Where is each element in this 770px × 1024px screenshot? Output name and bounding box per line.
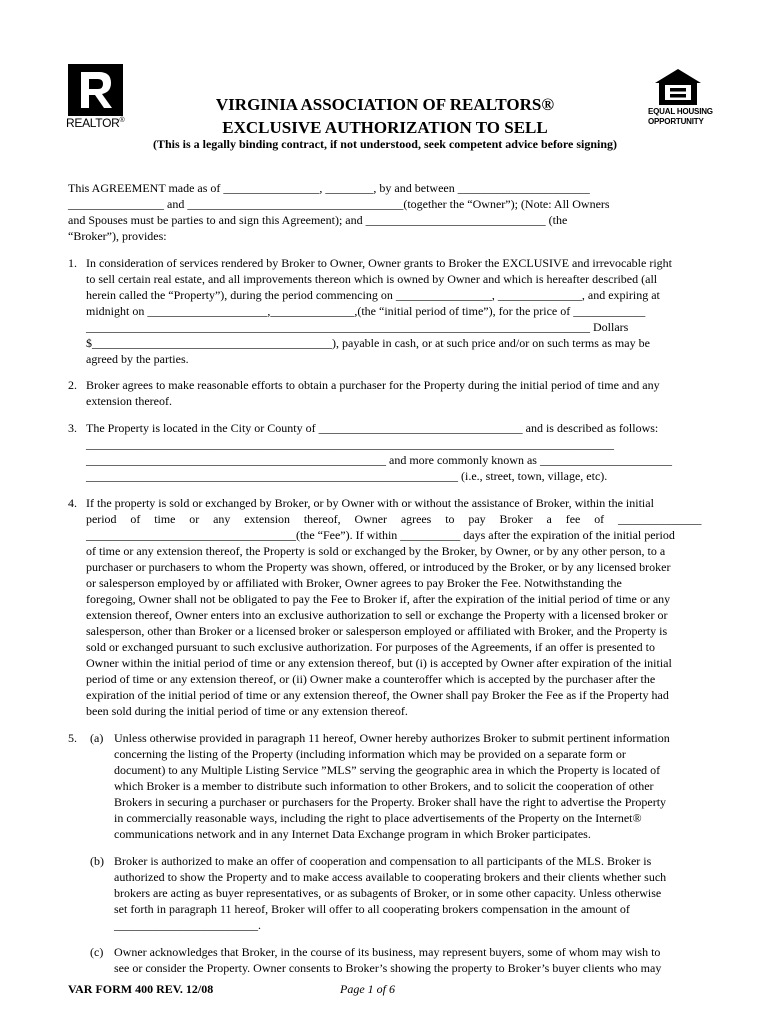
- paragraph-4-line: extension thereof, Owner enters into an exclusive authorization to sell or exchange the Property with a licensed broker or: [86, 608, 668, 622]
- intro-line-1: This AGREEMENT made as of ________________, ________, by and between ______________________: [68, 181, 590, 195]
- paragraph-4-line: of time or any extension thereof, the Property is sold or exchanged by the Broker, by Owner, or by any other person, to a: [86, 544, 666, 558]
- paragraph-5a-line: which Broker is a member to distribute such information to other Brokers, and to solicit the cooperation of other: [114, 779, 654, 793]
- paragraph-5b-label: (b): [90, 854, 104, 868]
- paragraph-5b-line: brokers are acting as buyer representatives, or as subagents of Broker, or in some other capacity. Unless otherwise: [114, 886, 662, 900]
- paragraph-1-line: agreed by the parties.: [86, 352, 189, 366]
- paragraph-3-line: ________________________________________________________________________________________: [86, 437, 614, 451]
- paragraph-5c-line: Owner acknowledges that Broker, in the course of its business, may represent buyers, some of whom may wish to: [114, 945, 661, 959]
- paragraph-4-line: sold or exchanged pursuant to such exclusive authorization. For purposes of the Agreements, if an offer is presented to: [86, 640, 655, 654]
- page-number: Page 1 of 6: [340, 982, 395, 996]
- equal-housing-label-1: EQUAL HOUSING: [648, 107, 713, 116]
- paragraph-5-number: 5.: [68, 731, 77, 745]
- form-number: VAR FORM 400 REV. 12/08: [68, 982, 214, 996]
- paragraph-5a-line: in commercially reasonable ways, including the right to place advertisements of the Property on the Internet®: [114, 811, 642, 825]
- title-line-2: EXCLUSIVE AUTHORIZATION TO SELL: [222, 118, 548, 137]
- paragraph-4-line: ___________________________________(the “Fee”). If within __________ days after the expiration of the initial period: [86, 528, 675, 542]
- subtitle: (This is a legally binding contract, if not understood, seek competent advice before signing): [152, 137, 618, 151]
- title-line-1: VIRGINIA ASSOCIATION OF REALTORS®: [215, 95, 555, 114]
- realtor-label: REALTOR: [66, 116, 120, 130]
- paragraph-1-line: herein called the “Property”), during the period commencing on ________________, ______________, and expiring at: [86, 288, 660, 302]
- paragraph-2-number: 2.: [68, 378, 77, 392]
- paragraph-1-line: $________________________________________), payable in cash, or at such price and/or on such terms as may be: [86, 336, 650, 350]
- paragraph-3-line: ______________________________________________________________ (i.e., street, town, village, etc).: [86, 469, 608, 483]
- paragraph-5b-line: Broker is authorized to make an offer of cooperation and compensation to all participants of the MLS. Broker is: [114, 854, 652, 868]
- paragraph-5b-line: authorized to show the Property and to make access available to cooperating brokers and their clients whether such: [114, 870, 667, 884]
- paragraph-5a-line: concerning the listing of the Property (including information which may be provided on a separate form or: [114, 747, 626, 761]
- equal-housing-label-2: OPPORTUNITY: [648, 117, 704, 126]
- paragraph-4-number: 4.: [68, 496, 77, 510]
- paragraph-5a-label: (a): [90, 731, 104, 745]
- paragraph-4-line: purchaser or purchasers to whom the Property was shown, offered, or introduced by the Broker, or by any licensed broker: [86, 560, 671, 574]
- paragraph-3-number: 3.: [68, 421, 77, 435]
- paragraph-5b-line: set forth in paragraph 11 hereof, Broker will offer to all cooperating brokers compensation in the amount of: [114, 902, 630, 916]
- paragraph-1-number: 1.: [68, 256, 77, 270]
- paragraph-2-line: Broker agrees to make reasonable efforts to obtain a purchaser for the Property during the initial period of time and any: [86, 378, 660, 392]
- paragraph-4-line: or salesperson employed by or affiliated with Broker, Owner agrees to pay Broker the Fee. Notwithstanding the: [86, 576, 622, 590]
- paragraph-2-line: extension thereof.: [86, 394, 172, 408]
- paragraph-4-line: foregoing, Owner shall not be obligated to pay the Fee to Broker if, after the expiration of the initial period of time or any: [86, 592, 671, 606]
- intro-line-2: ________________ and ____________________________________(together the “Owner”); (Note: All Owners: [68, 197, 610, 211]
- paragraph-3-line: __________________________________________________ and more commonly known as ______________________: [86, 453, 672, 467]
- paragraph-4-line: period of time or any extension thereof, or (ii) Owner make a counteroffer which is accepted by the purchaser after the: [86, 672, 656, 686]
- paragraph-4-line: expiration of the initial period of time or any extension thereof, the Owner shall pay Broker the Fee as if the Property had: [86, 688, 669, 702]
- paragraph-4-line: been sold during the initial period of time or any extension thereof.: [86, 704, 408, 718]
- paragraph-4-line: period of time or any extension thereof, Owner agrees to pay Broker a fee of ______________: [86, 512, 702, 526]
- paragraph-4-line: Owner within the initial period of time or any extension thereof, but (i) is accepted by Owner after expiration of the initial: [86, 656, 672, 670]
- paragraph-4-line: salesperson, other than Broker or a licensed broker or salesperson employed or affiliated with Broker, and the Property is: [86, 624, 668, 638]
- paragraph-5b-line: ________________________.: [114, 918, 261, 932]
- intro-line-3: and Spouses must be parties to and sign this Agreement); and ______________________________ (the: [68, 213, 568, 227]
- paragraph-5c-line: see or consider the Property. Owner consents to Broker’s showing the property to Broker’s buyer clients who may: [114, 961, 662, 975]
- paragraph-5a-line: Unless otherwise provided in paragraph 11 hereof, Owner hereby authorizes Broker to submit pertinent information: [114, 731, 670, 745]
- paragraph-4-line: If the property is sold or exchanged by Broker, or by Owner with or without the assistance of Broker, within the initial: [86, 496, 654, 510]
- paragraph-1-line: ____________________________________________________________________________________ Dollars: [86, 320, 629, 334]
- paragraph-1-line: to sell certain real estate, and all improvements thereon which is owned by Owner and which is hereafter described (all: [86, 272, 658, 286]
- paragraph-1-line: In consideration of services rendered by Broker to Owner, Owner grants to Broker the EXCLUSIVE and irrevocable right: [86, 256, 673, 270]
- intro-line-4: “Broker”), provides:: [68, 229, 167, 243]
- paragraph-3-line: The Property is located in the City or County of __________________________________ and is described as follows:: [86, 421, 659, 435]
- paragraph-5c-label: (c): [90, 945, 104, 959]
- paragraph-5a-line: communications network and in any Internet Data Exchange program in which Broker participates.: [114, 827, 591, 841]
- paragraph-1-line: midnight on ____________________,______________,(the “initial period of time”), for the price of ____________: [86, 304, 646, 318]
- paragraph-5a-line: Brokers in securing a purchaser or purchasers for the Property. Broker shall have the right to advertise the Property: [114, 795, 667, 809]
- realtor-mark: ®: [119, 117, 125, 124]
- paragraph-5a-line: document) to any Multiple Listing Service ”MLS” serving the geographic area in which the Property is located of: [114, 763, 661, 777]
